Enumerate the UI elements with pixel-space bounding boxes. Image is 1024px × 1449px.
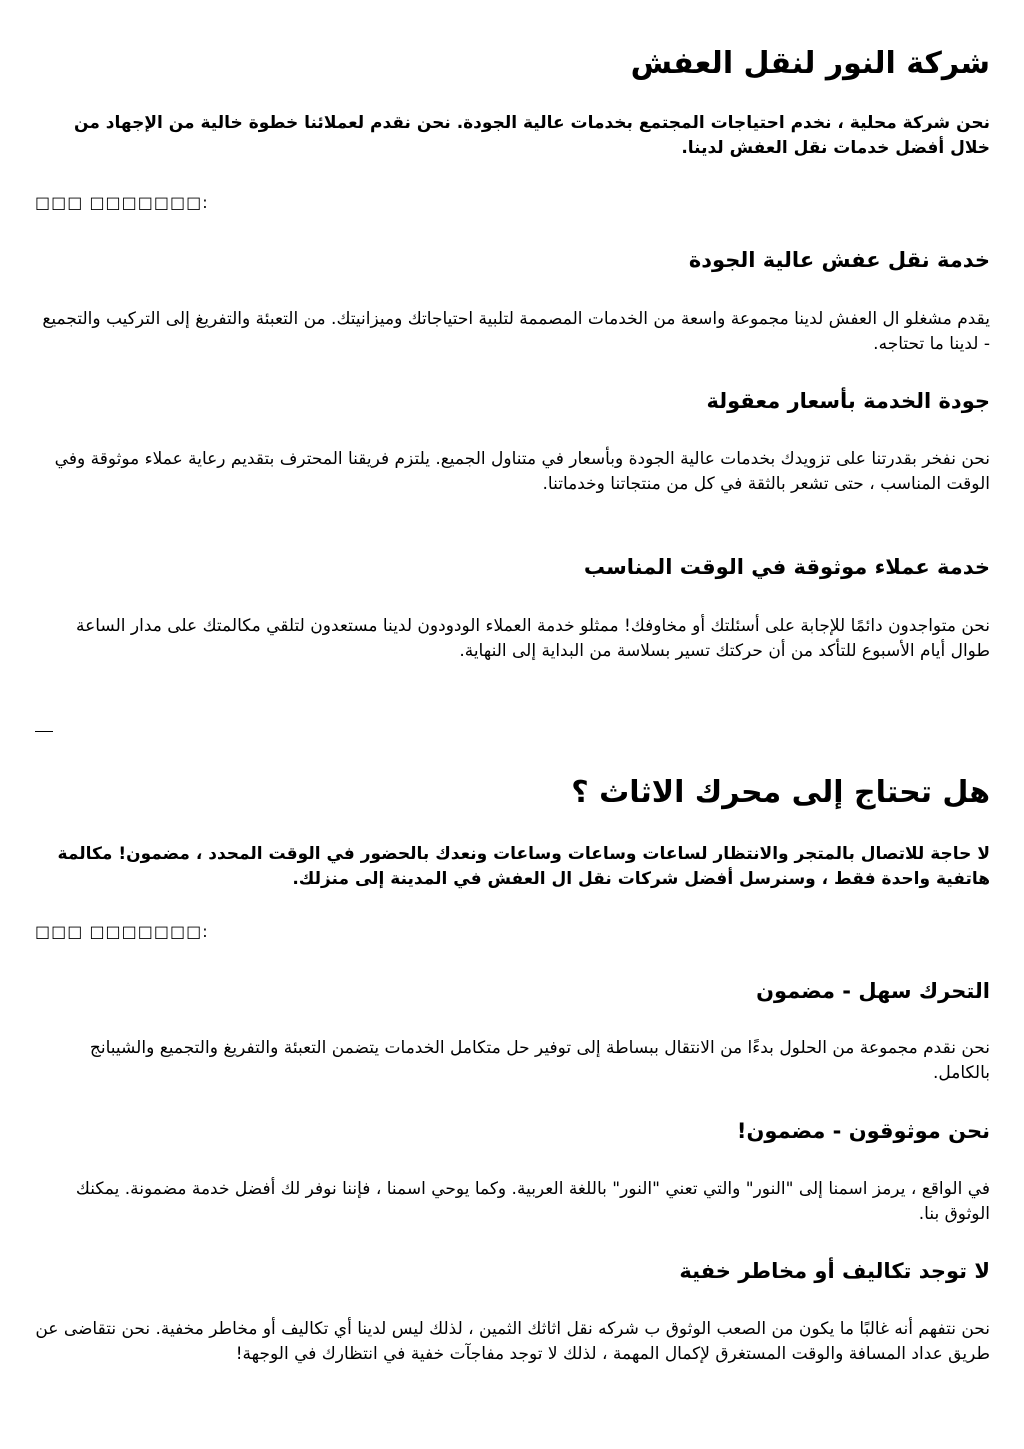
feature-heading: لا توجد تكاليف أو مخاطر خفية <box>679 1259 990 1283</box>
service-paragraph: نحن نفخر بقدرتنا على تزويدك بخدمات عالية الجودة وبأسعار في متناول الجميع. يلتزم فريقنا المحترف بتقديم رعاية عملاء موثوقة وفي الوقت المناسب ، حتى تشعر بالثقة في كل من منتجاتنا وخدماتنا. <box>54 449 990 494</box>
feature-paragraph: نحن نتفهم أنه غالبًا ما يكون من الصعب الوثوق ب شركه نقل اثاثك الثمين ، لذلك ليس لدينا أي تكاليف أو مخاطر مخفية. نحن نتقاضى عن طريق عداد المسافة والوقت المستغرق لإكمال المهمة ، لذلك لا توجد مفاجآت خفية في انتظارك في الوجهة! <box>35 1319 990 1364</box>
service-heading: خدمة عملاء موثوقة في الوقت المناسب <box>583 555 990 579</box>
feature-heading: نحن موثوقون - مضمون! <box>736 1119 990 1143</box>
service-heading: خدمة نقل عفش عالية الجودة <box>688 248 990 272</box>
document-page <box>35 0 990 1449</box>
section-label: □□□ □□□□□□□: <box>35 193 209 212</box>
page-title: شركة النور لنقل العفش <box>630 46 990 81</box>
service-paragraph: نحن متواجدون دائمًا للإجابة على أسئلتك أو مخاوفك! ممثلو خدمة العملاء الودودون لدينا مستعدون لتلقي مكالمتك على مدار الساعة طوال أيام الأسبوع للتأكد من أن حركتك تسير بسلاسة من البداية إلى النهاية. <box>75 616 990 661</box>
section-title: هل تحتاج إلى محرك الاثاث ؟ <box>571 775 990 810</box>
intro-paragraph: لا حاجة للاتصال بالمتجر والانتظار لساعات وساعات وساعات ونعدك بالحضور في الوقت المحدد ، مضمون! مكالمة هاتفية واحدة فقط ، وسنرسل أفضل شركات نقل ال العفش في المدينة إلى منزلك. <box>57 844 990 889</box>
intro-paragraph: نحن شركة محلية ، نخدم احتياجات المجتمع بخدمات عالية الجودة. نحن نقدم لعملائنا خطوة خالية من الإجهاد من خلال أفضل خدمات نقل العفش لدينا. <box>74 113 990 158</box>
service-paragraph: يقدم مشغلو ال العفش لدينا مجموعة واسعة من الخدمات المصممة لتلبية احتياجاتك وميزانيتك. من التعبئة والتفريغ إلى التركيب والتجميع - لدينا ما تحتاجه. <box>42 309 990 354</box>
service-heading: جودة الخدمة بأسعار معقولة <box>706 389 990 413</box>
feature-paragraph: نحن نقدم مجموعة من الحلول بدءًا من الانتقال ببساطة إلى توفير حل متكامل الخدمات يتضمن التعبئة والتفريغ والتجميع والشيبانج بالكامل. <box>89 1038 990 1083</box>
horizontal-rule <box>35 731 53 732</box>
feature-paragraph: في الواقع ، يرمز اسمنا إلى "النور" والتي تعني "النور" باللغة العربية. وكما يوحي اسمنا ، فإننا نوفر لك أفضل خدمة مضمونة. يمكنك الوثوق بنا. <box>75 1179 990 1224</box>
feature-heading: التحرك سهل - مضمون <box>756 979 990 1003</box>
section-label: □□□ □□□□□□□: <box>35 922 209 941</box>
